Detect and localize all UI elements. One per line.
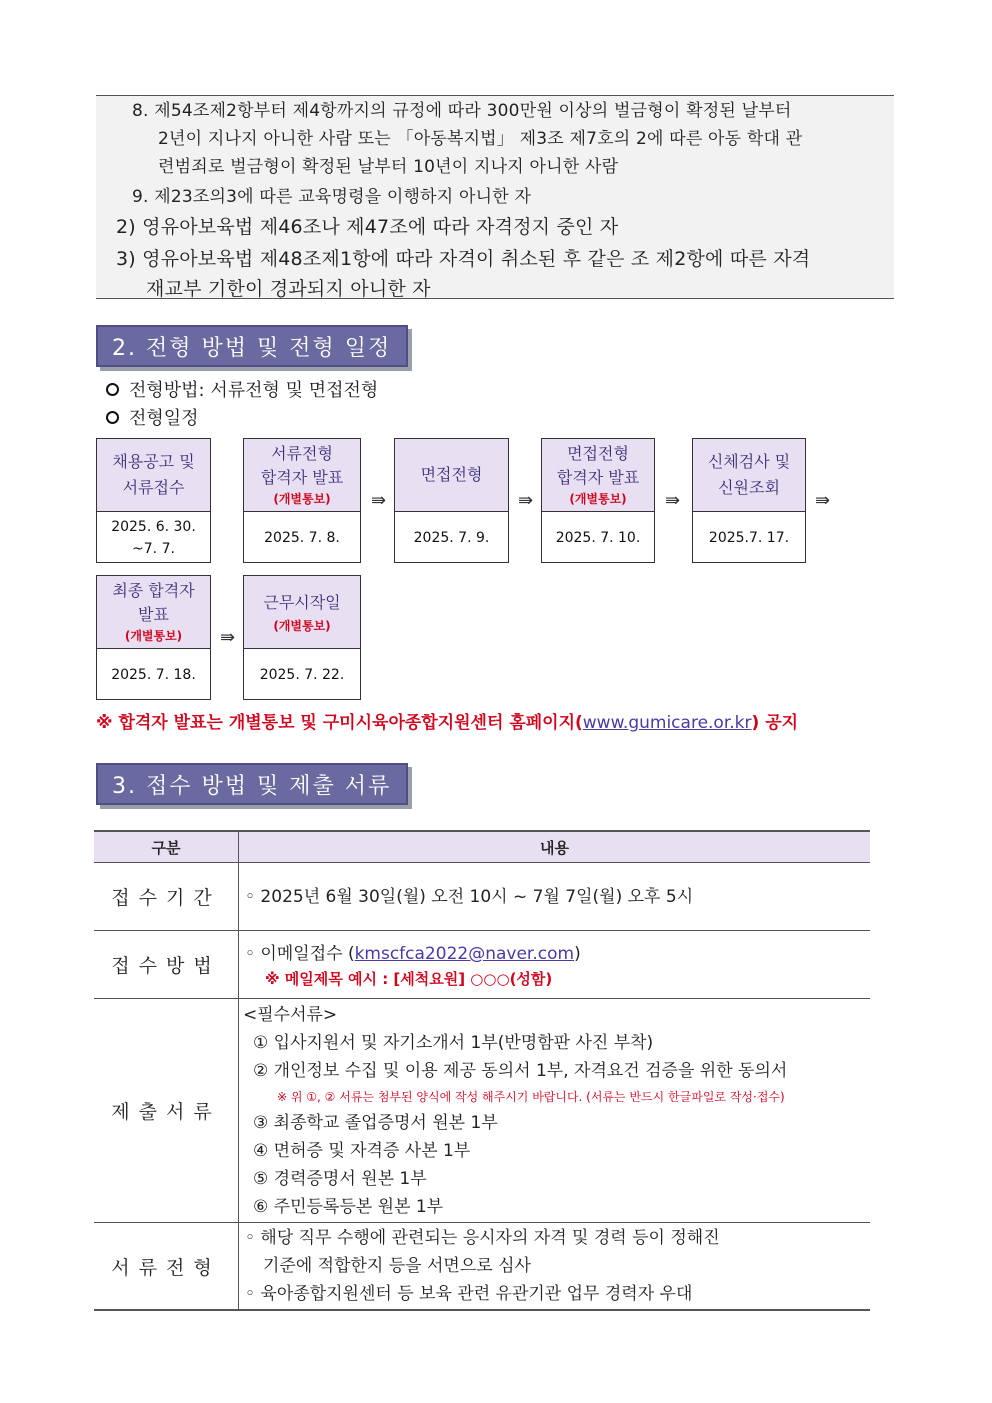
list-item: ④ 면허증 및 자격증 사본 1부 [253,1140,471,1161]
list-item: 2) 영유아보육법 제46조나 제47조에 따라 자격정지 중인 자 [116,216,619,238]
schedule-step: 신체검사 및 신원조회 2025.7. 17. [692,438,806,563]
table-header-row [94,831,870,863]
list-item: 재교부 기한이 경과되지 아니한 자 [146,278,431,300]
schedule-step: 서류전형 합격자 발표 (개별통보) 2025. 7. 8. [243,438,361,563]
row-label: 서류전형 [94,1223,239,1311]
screening-line: 기준에 적합한지 등을 서면으로 심사 [263,1256,531,1276]
arrow-icon: ⇛ [518,490,534,511]
list-item: 3) 영유아보육법 제48조제1항에 따라 자격이 취소된 후 같은 조 제2항에 따른 자격 [116,248,811,270]
list-item: ② 개인정보 수집 및 이용 제공 동의서 1부, 자격요건 검증을 위한 동의서 [253,1060,788,1081]
arrow-icon: ⇛ [371,490,387,511]
homepage-link[interactable]: www.gumicare.or.kr [582,713,752,733]
arrow-icon: ⇛ [665,490,681,511]
table-row [94,931,870,999]
table-row [94,863,870,931]
period-text: ◦ 2025년 6월 30일(월) 오전 10시 ~ 7월 7일(월) 오후 5시 [245,886,694,907]
list-item: ⑥ 주민등록등본 원본 1부 [253,1196,444,1217]
list-item: 련범죄로 벌금형이 확정된 날부터 10년이 지나지 아니한 사람 [158,157,619,177]
schedule-step: 채용공고 및 서류접수 2025. 6. 30. ~7. 7. [96,438,211,563]
row-label: 접수기간 [94,863,239,931]
announcement-notice: ※ 합격자 발표는 개별통보 및 구미시육아종합지원센터 홈페이지(www.gumicare.or.kr) 공지 [96,713,799,733]
list-item: 2년이 지나지 아니한 사람 또는 「아동복지법」 제3조 제7호의 2에 따른 아동 학대 관 [158,129,803,149]
circle-bullet-icon [106,411,119,424]
arrow-icon: ⇛ [220,627,236,648]
list-item: ⑤ 경력증명서 원본 1부 [253,1168,427,1189]
method-line: 전형방법: 서류전형 및 면접전형 [106,376,378,402]
column-header: 구분 [94,831,239,863]
table-row [94,1223,870,1311]
submission-table [94,830,870,1311]
email-link[interactable]: kmscfca2022@naver.com [354,944,575,964]
section-title: 2. 전형 방법 및 전형 일정 [96,325,408,367]
schedule-step: 근무시작일 (개별통보) 2025. 7. 22. [243,575,361,700]
docs-heading: <필수서류> [243,1004,338,1025]
section-title: 3. 접수 방법 및 제출 서류 [96,763,408,805]
list-item: ① 입사지원서 및 자기소개서 1부(반명함판 사진 부착) [253,1032,654,1053]
screening-line: ◦ 해당 직무 수행에 관련되는 응시자의 자격 및 경력 등이 정해진 [245,1228,720,1248]
row-label: 제출서류 [94,999,239,1223]
email-line: ◦ 이메일접수 (kmscfca2022@naver.com) [245,944,581,964]
screening-line: ◦ 육아종합지원센터 등 보육 관련 유관기관 업무 경력자 우대 [245,1284,693,1304]
mail-subject-example: ※ 메일제목 예시 : [세척요원] ○○○(성함) [265,970,553,988]
schedule-step: 최종 합격자 발표 (개별통보) 2025. 7. 18. [96,575,211,700]
arrow-icon: ⇛ [815,490,831,511]
column-header: 내용 [239,831,871,863]
circle-bullet-icon [106,383,119,396]
list-item: ③ 최종학교 졸업증명서 원본 1부 [253,1112,498,1133]
eligibility-box [96,95,894,299]
schedule-step: 면접전형 2025. 7. 9. [394,438,509,563]
list-item: 8. 제54조제2항부터 제4항까지의 규정에 따라 300만원 이상의 벌금형이 확정된 날부터 [132,101,792,121]
row-label: 접수방법 [94,931,239,999]
docs-note: ※ 위 ①, ② 서류는 첨부된 양식에 작성 해주시기 바랍니다. (서류는 반드시 한글파일로 작성·접수) [277,1089,785,1104]
table-row [94,999,870,1223]
list-item: 9. 제23조의3에 따른 교육명령을 이행하지 아니한 자 [132,187,532,207]
schedule-step: 면접전형 합격자 발표 (개별통보) 2025. 7. 10. [541,438,655,563]
schedule-label: 전형일정 [106,404,199,430]
